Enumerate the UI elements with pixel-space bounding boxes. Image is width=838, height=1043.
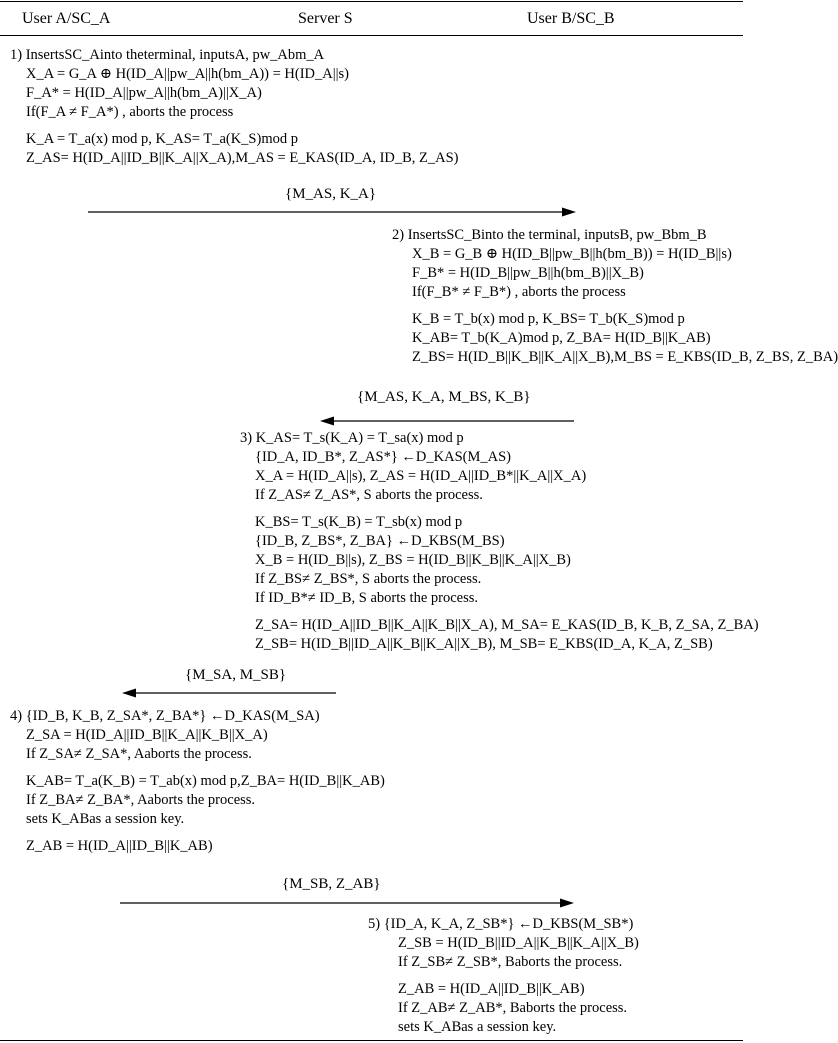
message4-arrow — [120, 896, 576, 910]
message3-label: {M_SA, M_SB} — [185, 667, 287, 683]
step3-line: {ID_A, ID_B*, Z_AS*} ←D_KAS(M_AS) — [255, 449, 511, 465]
message2-arrow — [318, 414, 574, 428]
top-rule — [0, 1, 743, 2]
step2-line: 2) InsertsSC_Binto the terminal, inputsB, pw_Bbm_B — [392, 227, 707, 243]
column-header-user-b: User B/SC_B — [527, 10, 615, 27]
step3-block — [240, 429, 759, 654]
step3-line: If Z_BS≠ Z_BS*, S aborts the process. — [255, 571, 482, 587]
step3-line: Z_SB= H(ID_B||ID_A||K_B||K_A||X_B), M_SB= E_KBS(ID_A, K_A, Z_SB) — [255, 636, 713, 652]
header-rule — [0, 35, 743, 36]
step1-line: K_A = T_a(x) mod p, K_AS= T_a(K_S)mod p — [26, 131, 298, 147]
step2-line: X_B = G_B ⊕ H(ID_B||pw_B||h(bm_B)) = H(ID_B||s) — [412, 246, 732, 262]
step5-line: Z_AB = H(ID_A||ID_B||K_AB) — [398, 981, 585, 997]
step3-line: Z_SA= H(ID_A||ID_B||K_A||K_B||X_A), M_SA= E_KAS(ID_B, K_B, Z_SA, Z_BA) — [255, 617, 759, 633]
step1-line: F_A* = H(ID_A||pw_A||h(bm_A)||X_A) — [26, 85, 262, 101]
step4-line: If Z_SA≠ Z_SA*, Aaborts the process. — [26, 746, 252, 762]
step2-line: K_AB= T_b(K_A)mod p, Z_BA= H(ID_B||K_AB) — [412, 330, 711, 346]
step5-line: 5) {ID_A, K_A, Z_SB*} ←D_KBS(M_SB*) — [368, 916, 634, 932]
step1-line: If(F_A ≠ F_A*) , aborts the process — [26, 104, 234, 120]
step2-line: If(F_B* ≠ F_B*) , aborts the process — [412, 284, 626, 300]
step2-line: K_B = T_b(x) mod p, K_BS= T_b(K_S)mod p — [412, 311, 685, 327]
step4-block — [10, 707, 385, 856]
step3-line: K_BS= T_s(K_B) = T_sb(x) mod p — [255, 514, 463, 530]
step2-line: F_B* = H(ID_B||pw_B||h(bm_B)||X_B) — [412, 265, 644, 281]
step2-line: Z_BS= H(ID_B||K_B||K_A||X_B),M_BS = E_KBS(ID_B, Z_BS, Z_BA) — [412, 349, 838, 365]
message1-label: {M_AS, K_A} — [285, 186, 377, 202]
step3-line: {ID_B, Z_BS*, Z_BA} ←D_KBS(M_BS) — [255, 533, 505, 549]
step3-line: If Z_AS≠ Z_AS*, S aborts the process. — [255, 487, 483, 503]
message1-arrow — [88, 205, 578, 219]
message2-label: {M_AS, K_A, M_BS, K_B} — [357, 389, 531, 405]
message3-arrow — [120, 686, 336, 700]
column-header-server: Server S — [298, 10, 353, 27]
bottom-rule — [0, 1040, 743, 1041]
step4-line: If Z_BA≠ Z_BA*, Aaborts the process. — [26, 792, 256, 808]
step3-line: 3) K_AS= T_s(K_A) = T_sa(x) mod p — [240, 430, 464, 446]
step2-block — [392, 226, 838, 367]
step3-line: If ID_B*≠ ID_B, S aborts the process. — [255, 590, 479, 606]
step1-line: 1) InsertsSC_Ainto theterminal, inputsA, pw_Abm_A — [10, 47, 325, 63]
message4-label: {M_SB, Z_AB} — [282, 876, 381, 892]
step4-line: 4) {ID_B, K_B, Z_SA*, Z_BA*} ←D_KAS(M_SA) — [10, 708, 320, 724]
step1-line: Z_AS= H(ID_A||ID_B||K_A||X_A),M_AS = E_KAS(ID_A, ID_B, Z_AS) — [26, 150, 459, 166]
step4-line: Z_SA = H(ID_A||ID_B||K_A||K_B||X_A) — [26, 727, 268, 743]
step5-block — [368, 915, 639, 1037]
step4-line: K_AB= T_a(K_B) = T_ab(x) mod p,Z_BA= H(ID_B||K_AB) — [26, 773, 385, 789]
step1-line: X_A = G_A ⊕ H(ID_A||pw_A||h(bm_A)) = H(ID_A||s) — [26, 66, 350, 82]
step1-block — [10, 46, 459, 168]
step3-line: X_A = H(ID_A||s), Z_AS = H(ID_A||ID_B*||K_A||X_A) — [255, 468, 587, 484]
step5-line: If Z_SB≠ Z_SB*, Baborts the process. — [398, 954, 623, 970]
step3-line: X_B = H(ID_B||s), Z_BS = H(ID_B||K_B||K_A||X_B) — [255, 552, 571, 568]
step4-line: sets K_ABas a session key. — [26, 811, 185, 827]
step5-line: Z_SB = H(ID_B||ID_A||K_B||K_A||X_B) — [398, 935, 639, 951]
step4-line: Z_AB = H(ID_A||ID_B||K_AB) — [26, 838, 213, 854]
step5-line: sets K_ABas a session key. — [398, 1019, 557, 1035]
column-header-user-a: User A/SC_A — [22, 10, 111, 27]
step5-line: If Z_AB≠ Z_AB*, Baborts the process. — [398, 1000, 628, 1016]
